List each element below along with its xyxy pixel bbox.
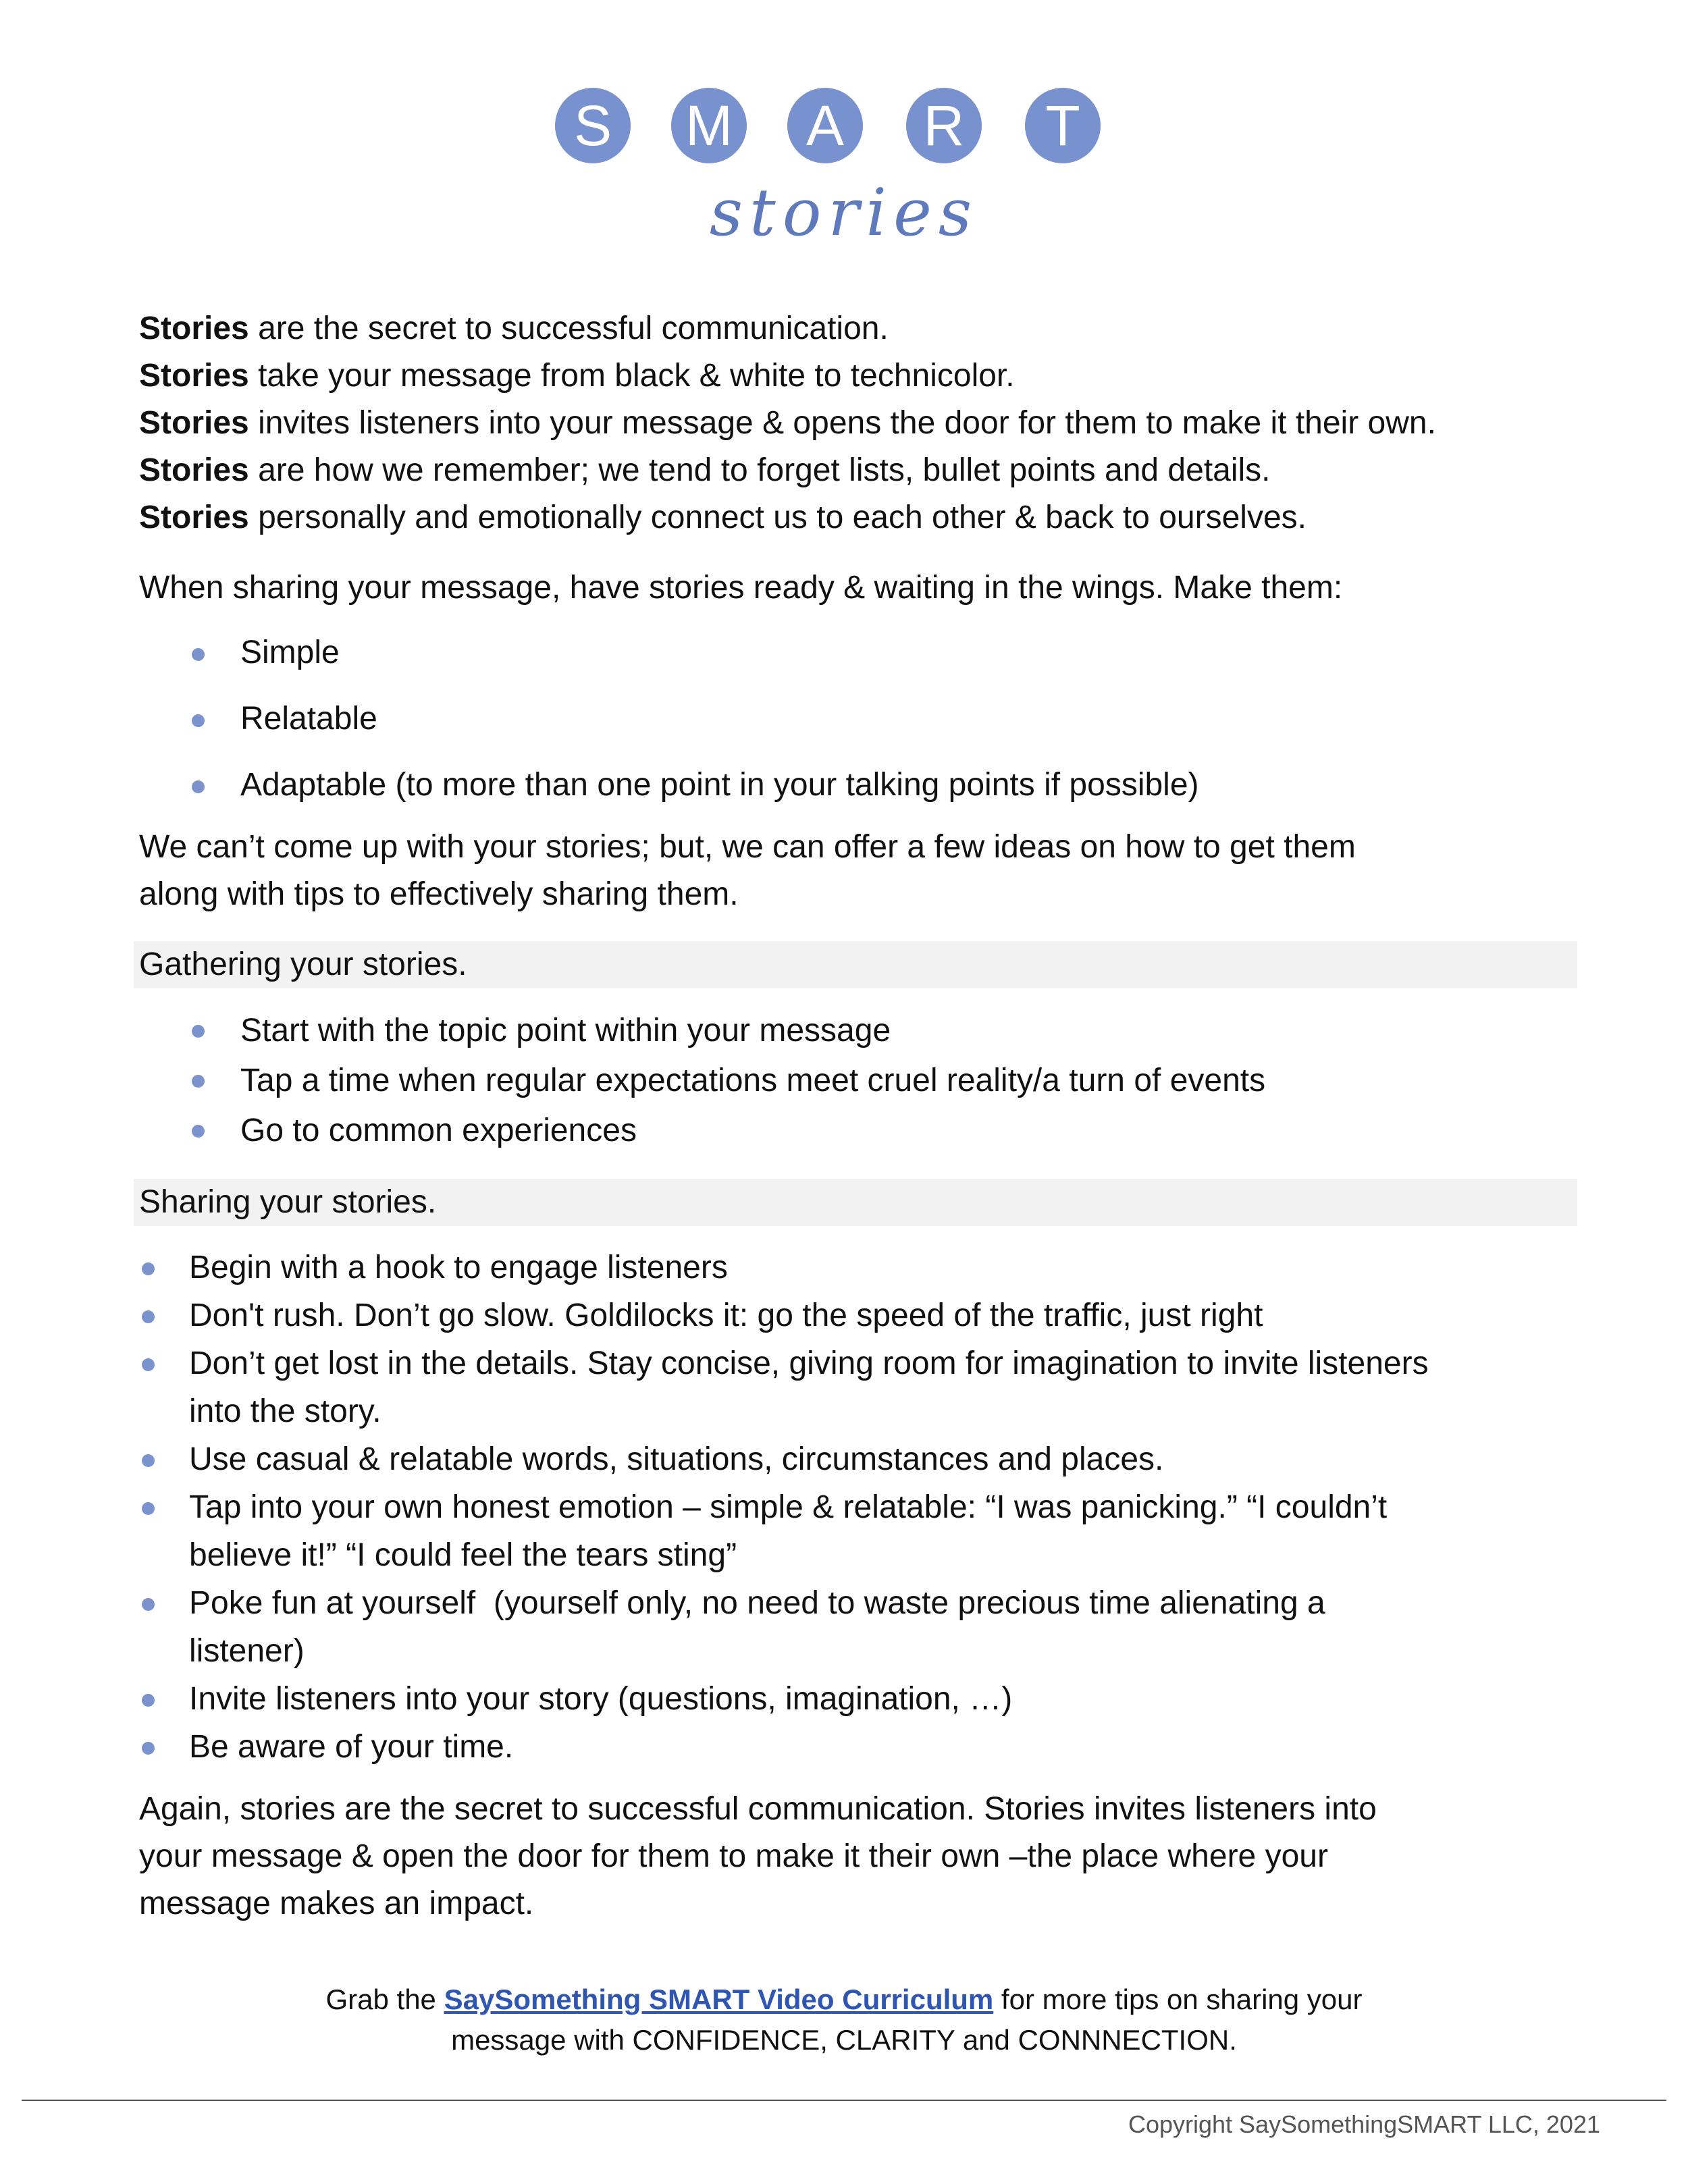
logo-letter-t: T — [1025, 88, 1101, 163]
list-item: Adaptable (to more than one point in your talking points if possible) — [139, 762, 1577, 809]
intro-line — [139, 494, 1577, 541]
intro-line — [139, 305, 1577, 352]
list-item — [139, 1675, 1577, 1723]
intro-bold: Stories — [139, 311, 249, 346]
list-item — [139, 1483, 1577, 1579]
smart-stories-logo — [0, 88, 1688, 257]
list-item-text: Tap into your own honest emotion – simple & relatable: “I was panicking.” “I couldn’t — [189, 1489, 1388, 1525]
intro-block — [139, 305, 1577, 541]
list-item — [139, 1244, 1577, 1291]
list-item — [139, 1339, 1577, 1435]
offer-line: We can’t come up with your stories; but, we can offer a few ideas on how to get them — [139, 829, 1356, 865]
list-item — [139, 1435, 1577, 1483]
logo-letter-r: R — [906, 88, 982, 163]
gathering-list — [139, 1006, 1577, 1156]
intro-bold: Stories — [139, 500, 249, 535]
intro-text: invites listeners into your message & opens the door for them to make it their own. — [248, 405, 1436, 441]
closing-line: Again, stories are the secret to successful communication. Stories invites listeners into — [139, 1791, 1377, 1827]
list-item: Relatable — [139, 695, 1577, 743]
intro-text: personally and emotionally connect us to each other & back to ourselves. — [248, 500, 1307, 535]
list-item-text: Begin with a hook to engage listeners — [189, 1250, 728, 1285]
list-item-text: Use casual & relatable words, situations, circumstances and places. — [189, 1441, 1164, 1477]
list-item — [139, 1579, 1577, 1675]
logo-letter-m: M — [671, 88, 747, 163]
intro-bold: Stories — [139, 358, 249, 394]
intro-bold: Stories — [139, 405, 249, 441]
copyright-text: Copyright SaySomethingSMART LLC, 2021 — [1128, 2110, 1600, 2138]
sharing-list — [139, 1244, 1577, 1771]
intro-line — [139, 447, 1577, 494]
closing-line: message makes an impact. — [139, 1886, 534, 1921]
call-to-action — [0, 1979, 1688, 2060]
closing-line: your message & open the door for them to make it their own –the place where your — [139, 1838, 1328, 1874]
list-item-text: Poke fun at yourself (yourself only, no need to waste precious time alienating a — [189, 1585, 1325, 1621]
intro-text: are the secret to successful communication. — [248, 311, 889, 346]
logo-script-stories: stories — [709, 175, 979, 250]
main-content — [139, 305, 1577, 1927]
logo-letter-a: A — [787, 88, 863, 163]
footer-divider — [22, 2100, 1666, 2101]
list-item-text: Don't rush. Don’t go slow. Goldilocks it: go the speed of the traffic, just right — [189, 1298, 1263, 1333]
cta-line-1 — [0, 1979, 1688, 2020]
make-them-list — [139, 629, 1577, 809]
list-item: Start with the topic point within your message — [139, 1006, 1577, 1056]
cta-line-2: message with CONFIDENCE, CLARITY and CONNNECTION. — [451, 2024, 1237, 2056]
list-item-text: Be aware of your time. — [189, 1729, 514, 1765]
intro-line — [139, 352, 1577, 400]
list-item-text: into the story. — [189, 1393, 381, 1429]
intro-text: take your message from black & white to technicolor. — [248, 358, 1015, 394]
list-item — [139, 1723, 1577, 1771]
logo-letter-circles — [555, 88, 1102, 166]
intro-line — [139, 400, 1577, 447]
cta-prefix: Grab the — [325, 1983, 444, 2015]
list-item-text: listener) — [189, 1633, 305, 1669]
cta-suffix: for more tips on sharing your — [993, 1983, 1363, 2015]
intro-text: are how we remember; we tend to forget lists, bullet points and details. — [248, 452, 1271, 488]
gathering-heading: Gathering your stories. — [134, 941, 1577, 988]
sharing-heading: Sharing your stories. — [134, 1179, 1577, 1226]
list-item: Tap a time when regular expectations meet cruel reality/a turn of events — [139, 1056, 1577, 1106]
intro-bold: Stories — [139, 452, 249, 488]
list-item-text: Don’t get lost in the details. Stay concise, giving room for imagination to invite listeners — [189, 1346, 1429, 1381]
list-item: Go to common experiences — [139, 1106, 1577, 1156]
make-them-lead: When sharing your message, have stories ready & waiting in the wings. Make them: — [139, 570, 1343, 606]
list-item-text: Invite listeners into your story (questions, imagination, …) — [189, 1681, 1013, 1717]
list-item: Simple — [139, 629, 1577, 676]
list-item-text: believe it!” “I could feel the tears sting” — [189, 1537, 737, 1573]
curriculum-link[interactable]: SaySomething SMART Video Curriculum — [444, 1983, 994, 2015]
list-item — [139, 1291, 1577, 1339]
offer-line: along with tips to effectively sharing them. — [139, 876, 739, 912]
logo-letter-s: S — [555, 88, 631, 163]
